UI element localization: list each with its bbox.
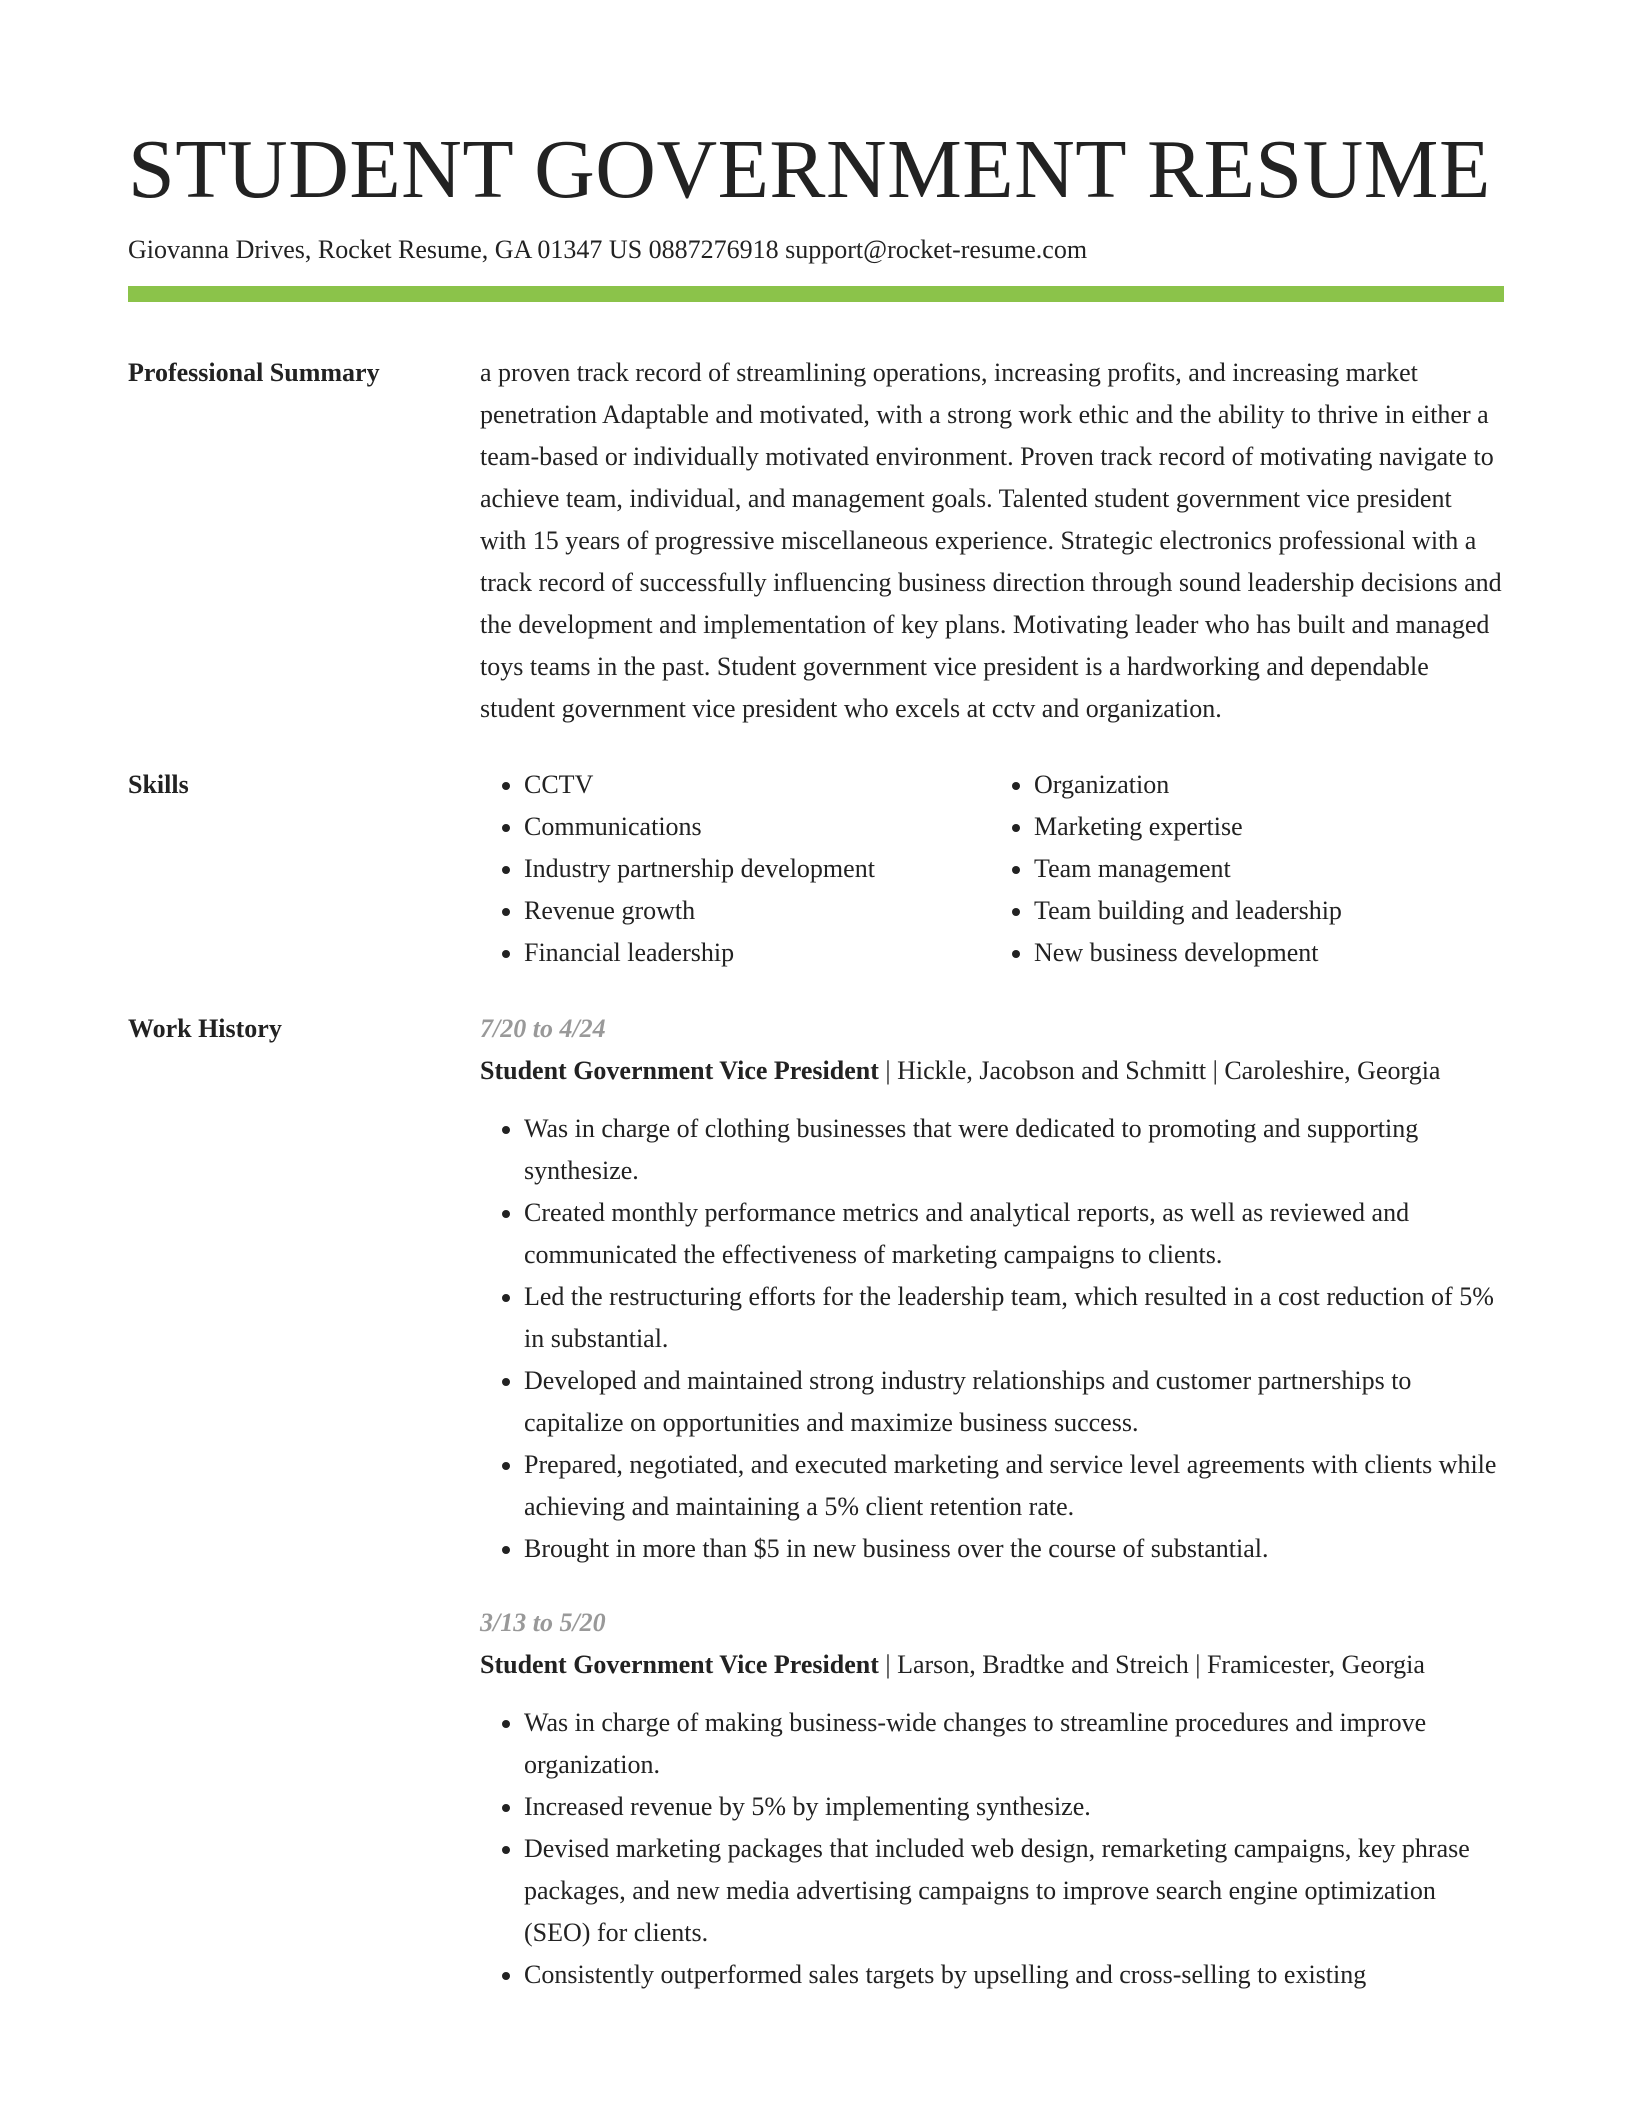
skill-item: • Team building and leadership [1034, 890, 1494, 932]
job-bullet: • Developed and maintained strong industry relationships and customer partnerships to capitalize on opportunities and maximize business success. [524, 1360, 1504, 1444]
job-bullets [480, 1702, 1504, 1996]
summary-label: Professional Summary [128, 358, 380, 387]
resume-title: STUDENT GOVERNMENT RESUME [128, 123, 1491, 216]
job-bullet: • Was in charge of making business-wide changes to streamline procedures and improve organization. [524, 1702, 1504, 1786]
skill-item: • Financial leadership [524, 932, 984, 974]
job-bullet: • Led the restructuring efforts for the leadership team, which resulted in a cost reduction of 5% in substantial. [524, 1276, 1504, 1360]
skill-item: • CCTV [524, 764, 984, 806]
job-bullet: • Prepared, negotiated, and executed marketing and service level agreements with clients while achieving and maintaining a 5% client retention rate. [524, 1444, 1504, 1528]
skills-list-right [984, 764, 1494, 974]
work-label: Work History [128, 1014, 282, 1043]
header-divider [128, 286, 1504, 302]
job-entry [480, 1008, 1504, 1570]
job-entry [480, 1602, 1504, 1996]
resume-page [128, 120, 1504, 2028]
skill-item: • Communications [524, 806, 984, 848]
skills-section [128, 764, 1504, 974]
summary-section [128, 352, 1504, 730]
work-section [128, 1008, 1504, 2028]
skill-item: • New business development [1034, 932, 1494, 974]
job-title: Student Government Vice President [480, 1650, 879, 1679]
job-bullet: • Consistently outperformed sales targets by upselling and cross-selling to existing [524, 1954, 1504, 1996]
job-dates: 3/13 to 5/20 [480, 1608, 606, 1637]
job-bullet: • Devised marketing packages that included web design, remarketing campaigns, key phrase packages, and new media advertising campaigns to improve search engine optimization (SEO) for clients. [524, 1828, 1504, 1954]
skill-item: • Marketing expertise [1034, 806, 1494, 848]
job-bullet: • Increased revenue by 5% by implementing synthesize. [524, 1786, 1504, 1828]
summary-text: a proven track record of streamlining operations, increasing profits, and increasing market penetration Adaptable and motivated, with a strong work ethic and the ability to thrive in either a team-based or individually motivated environment. Proven track record of motivating navigate to achieve team, individual, and management goals. Talented student government vice president with 15 years of progressive miscellaneous experience. Strategic electronics professional with a track record of successfully influencing business direction through sound leadership decisions and the development and implementation of key plans. Motivating leader who has built and managed toys teams in the past. Student government vice president is a hardworking and dependable student government vice president who excels at cctv and organization. [480, 358, 1502, 723]
job-bullet: • Created monthly performance metrics and analytical reports, as well as reviewed and communicated the effectiveness of marketing campaigns to clients. [524, 1192, 1504, 1276]
work-history-list [480, 1008, 1504, 2028]
job-bullet: • Was in charge of clothing businesses that were dedicated to promoting and supporting synthesize. [524, 1108, 1504, 1192]
job-title: Student Government Vice President [480, 1056, 879, 1085]
job-bullets [480, 1108, 1504, 1570]
job-employer-location: | Larson, Bradtke and Streich | Framicester, Georgia [878, 1650, 1425, 1679]
skill-item: • Industry partnership development [524, 848, 984, 890]
job-heading [480, 1644, 1504, 1686]
skills-list-left [480, 764, 984, 974]
job-bullet: • Brought in more than $5 in new business over the course of substantial. [524, 1528, 1504, 1570]
skill-item: • Organization [1034, 764, 1494, 806]
contact-info: Giovanna Drives, Rocket Resume, GA 01347 US 0887276918 support@rocket-resume.com [128, 235, 1088, 264]
job-heading [480, 1050, 1504, 1092]
skills-label: Skills [128, 770, 189, 799]
skill-item: • Team management [1034, 848, 1494, 890]
job-dates: 7/20 to 4/24 [480, 1014, 606, 1043]
job-employer-location: | Hickle, Jacobson and Schmitt | Caroleshire, Georgia [878, 1056, 1441, 1085]
skill-item: • Revenue growth [524, 890, 984, 932]
